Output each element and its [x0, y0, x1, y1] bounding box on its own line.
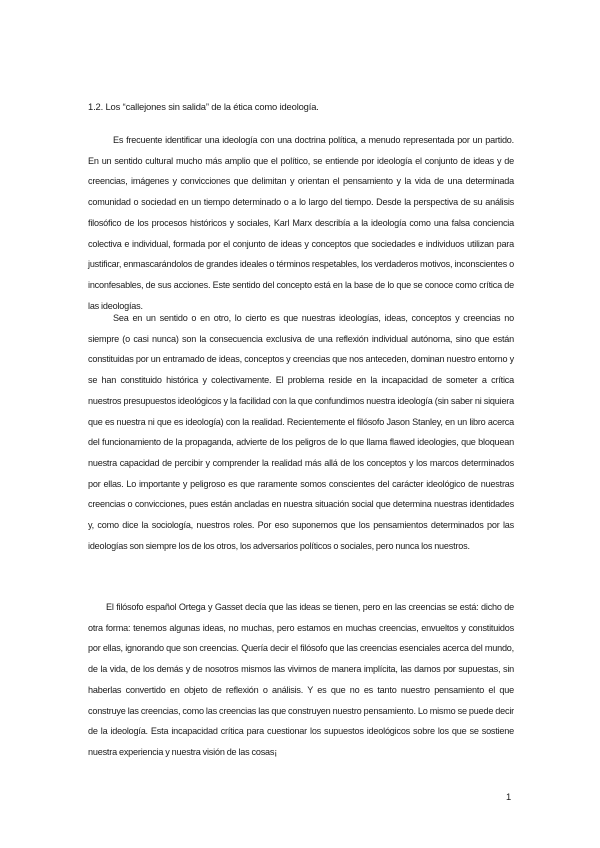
paragraph-3-text: El filósofo español Ortega y Gasset decía que las ideas se tienen, pero en las creencias se está: dicho de otra forma: tenemos algunas ideas, no muchas, pero estamos en muchas creencias, envueltos y constituidos por ellas, ignorando que son creencias. Quería decir el filósofo que las creencias esenciales acerca del mundo, de la vida, de los demás y de nosotros mismos las vivimos de manera implícita, las damos por supuestas, sin haberlas convertido en objeto de reflexión o análisis. Y es que no es tanto nuestro pensamiento el que construye las creencias, como las creencias las que construyen nuestro pensamiento. Lo mismo se puede decir de la ideología. Esta incapacidad crítica para cuestionar los supuestos ideológicos sobre los que se sostiene nuestra experiencia y nuestra visión de las cosas¡	[88, 602, 514, 757]
page-number: 1	[506, 791, 512, 802]
paragraph-2-text: Sea en un sentido o en otro, lo cierto es que nuestras ideologías, ideas, conceptos y creencias no siempre (o casi nunca) son la consecuencia exclusiva de una reflexión individual autónoma, sino que están constituidas por un entramado de ideas, conceptos y creencias que nos anteceden, dominan nuestro entorno y se han constituido histórica y colectivamente. El problema reside en la incapacidad de someter a crítica nuestros presupuestos ideológicos y la facilidad con la que confundimos nuestra ideología (sin saber ni siquiera que es nuestra ni que es ideología) con la realidad. Recientemente el filósofo Jason Stanley, en un libro acerca del funcionamiento de la propaganda, advierte de los peligros de lo que llama flawed ideologies, que bloquean nuestra capacidad de percibir y comprender la realidad más allá de los conceptos y los marcos determinados por ellas. Lo importante y peligroso es que raramente somos conscientes del carácter ideológico de nuestras creencias o convicciones, pues están ancladas en nuestra situación social que determina nuestras identidades y, como dice la sociología, nuestros roles. Por eso suponemos que los pensamientos determinados por las ideologías son siempre los de los otros, los adversarios políticos o sociales, pero nunca los nuestros.	[88, 313, 514, 551]
section-heading: 1.2. Los “callejones sin salida” de la ética como ideología.	[88, 101, 319, 112]
paragraph-1	[88, 130, 514, 316]
paragraph-3	[88, 597, 514, 763]
paragraph-1-text: Es frecuente identificar una ideología con una doctrina política, a menudo representada por un partido. En un sentido cultural mucho más amplio que el político, se entiende por ideología el conjunto de ideas y de creencias, imágenes y convicciones que delimitan y orientan el pensamiento y la vida de una determinada comunidad o sociedad en un tiempo determinado o a lo largo del tiempo. Desde la perspectiva de su análisis filosófico de los procesos históricos y sociales, Karl Marx describía a la ideología como una falsa conciencia colectiva e individual, formada por el conjunto de ideas y conceptos que sociedades e individuos utilizan para justificar, enmascarándolos de grandes ideales o términos respetables, los verdaderos motivos, inconscientes o inconfesables, de sus acciones. Este sentido del concepto está en la base de lo que se conoce como crítica de las ideologías.	[88, 135, 514, 311]
paragraph-2	[88, 308, 514, 556]
